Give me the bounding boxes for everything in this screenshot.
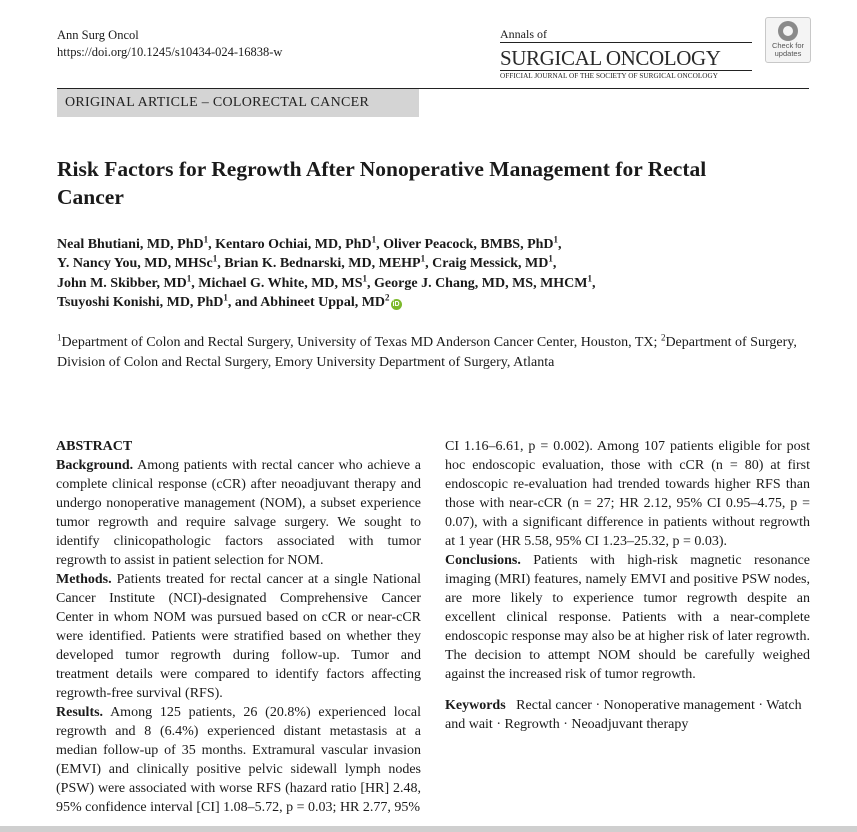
journal-prefix: Annals of bbox=[500, 27, 547, 41]
section-label-box bbox=[57, 89, 419, 117]
author-affiliation-mark: 1 bbox=[548, 253, 553, 264]
journal-abbreviation: Ann Surg Oncol bbox=[57, 28, 139, 42]
keywords-label: Keywords bbox=[445, 698, 506, 713]
author-affiliation-mark: 1 bbox=[223, 292, 228, 303]
affiliation-text: Department of Surgery, Division of Colon and Rectal Surgery, Emory University Department of Surgery, Atlanta bbox=[57, 335, 797, 370]
author: Oliver Peacock, BMBS, PhD bbox=[383, 237, 554, 252]
author-affiliation-mark: 1 bbox=[553, 234, 559, 245]
abstract-heading: ABSTRACT bbox=[56, 439, 133, 454]
check-for-updates-button[interactable] bbox=[765, 17, 811, 63]
author: Y. Nancy You, MD, MHSc bbox=[57, 256, 213, 272]
results-label: Results. bbox=[56, 705, 104, 720]
abstract-methods bbox=[56, 570, 421, 703]
journal-subtitle: OFFICIAL JOURNAL OF THE SOCIETY OF SURGICAL ONCOLOGY bbox=[500, 70, 752, 81]
doi-link[interactable]: https://doi.org/10.1245/s10434-024-16838-w bbox=[57, 45, 283, 59]
author: Brian K. Bednarski, MD, MEHP bbox=[224, 256, 421, 272]
author: Kentaro Ochiai, MD, PhD bbox=[215, 237, 372, 252]
abstract-background bbox=[56, 456, 421, 570]
author: George J. Chang, MD, MS, MHCM bbox=[374, 275, 588, 291]
abstract-conclusions bbox=[445, 551, 810, 684]
abstract-results bbox=[56, 703, 421, 817]
journal-logo bbox=[500, 27, 755, 81]
author-affiliation-mark: 1 bbox=[203, 234, 209, 245]
keywords bbox=[445, 696, 810, 734]
results-text: Among 125 patients, 26 (20.8%) experienced local regrowth and 8 (6.4%) experienced distant metastasis at a median follow-up of 35 months. Extramural vascular invasion (EMVI) and clinically positive pelvic sidewall lymph nodes (PSW) were associated with worse RFS (hazard ratio [HR] 2.48, 95% confidence interval [CI] 1.08–5.72, p = 0.03; HR 2.77, 95% bbox=[56, 705, 422, 815]
background-label: Background. bbox=[56, 458, 134, 473]
author: Craig Messick, MD bbox=[432, 256, 549, 272]
author: Abhineet Uppal, MD bbox=[260, 295, 386, 311]
methods-text: Patients treated for rectal cancer at a single National Cancer Institute (NCI)-designated Comprehensive Cancer Center in whom NOM was pursued based on cCR or near-cCR were identified. Patients were stratified based on whether they developed tumor regrowth during follow-up. Tumor and treatment details were compared to identify factors affecting regrowth-free survival (RFS). bbox=[56, 572, 422, 701]
author: John M. Skibber, MD bbox=[57, 275, 187, 291]
article-title: Risk Factors for Regrowth After Nonoperative Management for Rectal Cancer bbox=[57, 157, 707, 209]
author: Michael G. White, MD, MS bbox=[198, 275, 363, 291]
affiliation-text: Department of Colon and Rectal Surgery, University of Texas MD Anderson Cancer Center, Houston, TX; bbox=[61, 335, 658, 350]
author-affiliation-mark: 1 bbox=[186, 273, 192, 284]
author: Neal Bhutiani, MD, PhD bbox=[57, 237, 204, 252]
affiliation-number: 2 bbox=[660, 332, 666, 343]
author: Tsuyoshi Konishi, MD, PhD bbox=[57, 295, 224, 311]
author-affiliation-mark: 1 bbox=[587, 273, 592, 284]
abstract-column-right bbox=[445, 437, 810, 734]
methods-label: Methods. bbox=[56, 572, 112, 587]
journal-rule bbox=[500, 42, 752, 43]
author-affiliation-mark: 1 bbox=[420, 253, 426, 264]
author-list: Neal Bhutiani, MD, PhD$^1$, Kentaro Ochiai, MD, PhD$^1$, Oliver Peacock, BMBS, PhD$^1$, Y. Nancy You, MD, MHSc$^1$, Brian K. Bednarski, MD, MEHP$^1$, Craig Messick, $MD^1$, John M. Skibber, $MD^1$, Michael G. White, MD, $MS^1$, George J. Chang, MD, MS, MHCM$^1$, Tsuyoshi Konishi, MD, PhD$^1$, and Abhineet Uppal, $MD^2iD$ bbox=[57, 234, 596, 311]
page-bottom-strip bbox=[0, 826, 857, 832]
keywords-text: Rectal cancer · Nonoperative management · Watch and wait · Regrowth · Neoadjuvant therapy bbox=[445, 698, 802, 732]
author-affiliation-mark: 1 bbox=[362, 273, 368, 284]
section-label: ORIGINAL ARTICLE – COLORECTAL CANCER bbox=[65, 95, 370, 110]
affiliations bbox=[57, 333, 802, 372]
orcid-icon[interactable]: iD bbox=[392, 301, 400, 309]
article-header bbox=[57, 27, 282, 61]
author-affiliation-mark: 1 bbox=[371, 234, 377, 245]
affiliation-number: 1 bbox=[57, 332, 62, 343]
abstract-results-continued: CI 1.16–6.61, p = 0.002). Among 107 patients eligible for post hoc endoscopic evaluation, those with cCR (n = 80) at first endoscopic re-evaluation had trended towards higher RFS than those with near-cCR (n = 27; HR 2.12, 95% CI 0.95–4.75, p = 0.07), with a significant difference in patients without regrowth at 1 year (HR 5.58, 95% CI 1.23–25.32, p = 0.03). bbox=[445, 439, 810, 549]
author-affiliation-mark: 2 bbox=[385, 292, 390, 303]
author-joiner: and bbox=[234, 295, 258, 311]
background-text: Among patients with rectal cancer who achieve a complete clinical response (cCR) after neoadjuvant therapy and undergo nonoperative management (NOM), a subset experience tumor regrowth and require salvage surgery. We sought to identify clinicopathologic factors associated with tumor regrowth to assist in patient selection for NOM. bbox=[56, 458, 421, 568]
author-affiliation-mark: 1 bbox=[212, 253, 218, 264]
conclusions-label: Conclusions. bbox=[445, 553, 521, 568]
conclusions-text: Patients with high-risk magnetic resonance imaging (MRI) features, namely EMVI and positive PSW nodes, are more likely to experience tumor regrowth despite an excellent clinical response. Patients with a near-complete endoscopic response may also be at higher risk of later regrowth. The decision to attempt NOM should be carefully weighed against the increased risk of tumor regrowth. bbox=[445, 553, 810, 682]
check-updates-icon bbox=[778, 21, 798, 41]
journal-name: SURGICAL ONCOLOGY bbox=[500, 46, 721, 70]
abstract-column-left bbox=[56, 437, 421, 817]
check-updates-label: Check for updates bbox=[771, 41, 805, 58]
